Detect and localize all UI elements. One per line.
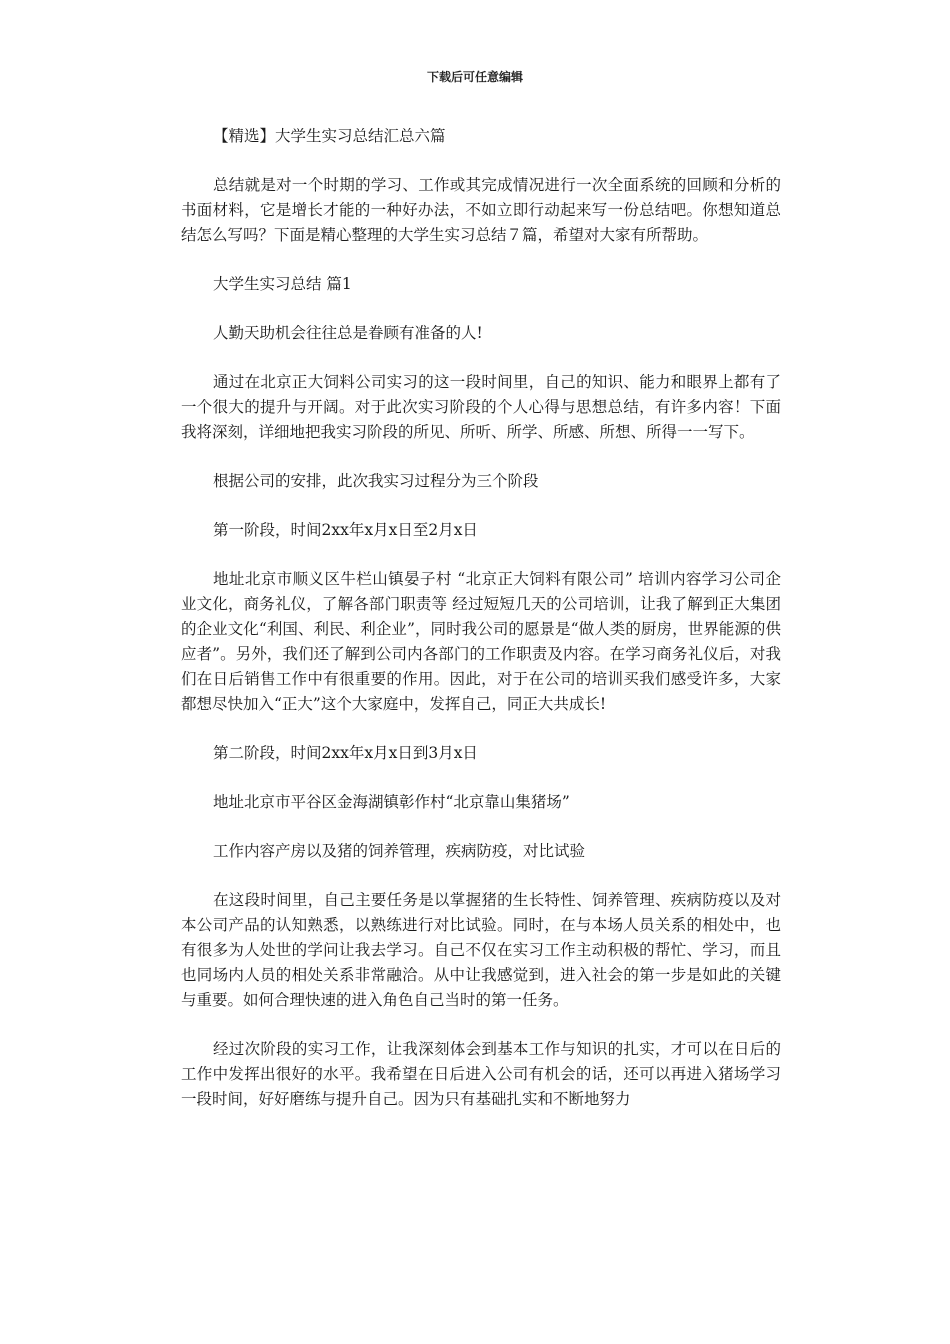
section-heading: 大学生实习总结 篇1: [213, 275, 352, 293]
header-note: 下载后可任意编辑: [426, 70, 523, 84]
paragraph: 人勤天助机会往往总是眷顾有准备的人!: [213, 324, 483, 342]
paragraph: 根据公司的安排，此次我实习过程分为三个阶段: [213, 472, 539, 490]
paragraph-intro: 总结就是对一个时期的学习、工作或其完成情况进行一次全面系统的回顾和分析的书面材料，它是增长才能的一种好办法，不如立即行动起来写一份总结吧。你想知道总结怎么写吗？下面是精心整理的大学生实习总结７篇，希望对大家有所帮助。: [181, 176, 781, 244]
document-body: [181, 124, 781, 1136]
paragraph: 地址北京市顺义区牛栏山镇晏子村 “北京正大饲料有限公司” 培训内容学习公司企业文化，商务礼仪，了解各部门职责等 经过短短几天的公司培训，让我了解到正大集团的企业文化“利国、利民、利企业”，同时我公司的愿景是“做人类的厨房，世界能源的供应者”。另外，我们还了解到公司内各部门的工作职责及内容。在学习商务礼仪后，对我们在日后销售工作中有很重要的作用。因此，对于在公司的培训买我们感受许多，大家都想尽快加入“正大”这个大家庭中，发挥自己，同正大共成长!: [181, 570, 781, 713]
paragraph: 地址北京市平谷区金海湖镇彰作村“北京靠山集猪场”: [213, 793, 570, 811]
paragraph: 工作内容产房以及猪的饲养管理，疾病防疫，对比试验: [213, 842, 586, 860]
stage-heading: 第二阶段，时间2xx年x月x日到3月x日: [213, 744, 478, 762]
paragraph: 经过次阶段的实习工作，让我深刻体会到基本工作与知识的扎实，才可以在日后的工作中发挥出很好的水平。我希望在日后进入公司有机会的话，还可以再进入猪场学习一段时间，好好磨练与提升自己。因为只有基础扎实和不断地努力: [181, 1040, 781, 1108]
paragraph: 通过在北京正大饲料公司实习的这一段时间里，自己的知识、能力和眼界上都有了一个很大的提升与开阔。对于此次实习阶段的个人心得与思想总结，有许多内容！下面我将深刻，详细地把我实习阶段的所见、所听、所学、所感、所想、所得一一写下。: [181, 373, 781, 441]
stage-heading: 第一阶段，时间2xx年x月x日至2月x日: [213, 521, 478, 539]
paragraph: 在这段时间里，自己主要任务是以掌握猪的生长特性、饲养管理、疾病防疫以及对本公司产品的认知熟悉，以熟练进行对比试验。同时，在与本场人员关系的相处中，也有很多为人处世的学问让我去学习。自己不仅在实习工作主动积极的帮忙、学习，而且也同场内人员的相处关系非常融洽。从中让我感觉到，进入社会的第一步是如此的关键与重要。如何合理快速的进入角色自己当时的第一任务。: [181, 891, 781, 1009]
document-title: 【精选】大学生实习总结汇总六篇: [213, 127, 446, 145]
